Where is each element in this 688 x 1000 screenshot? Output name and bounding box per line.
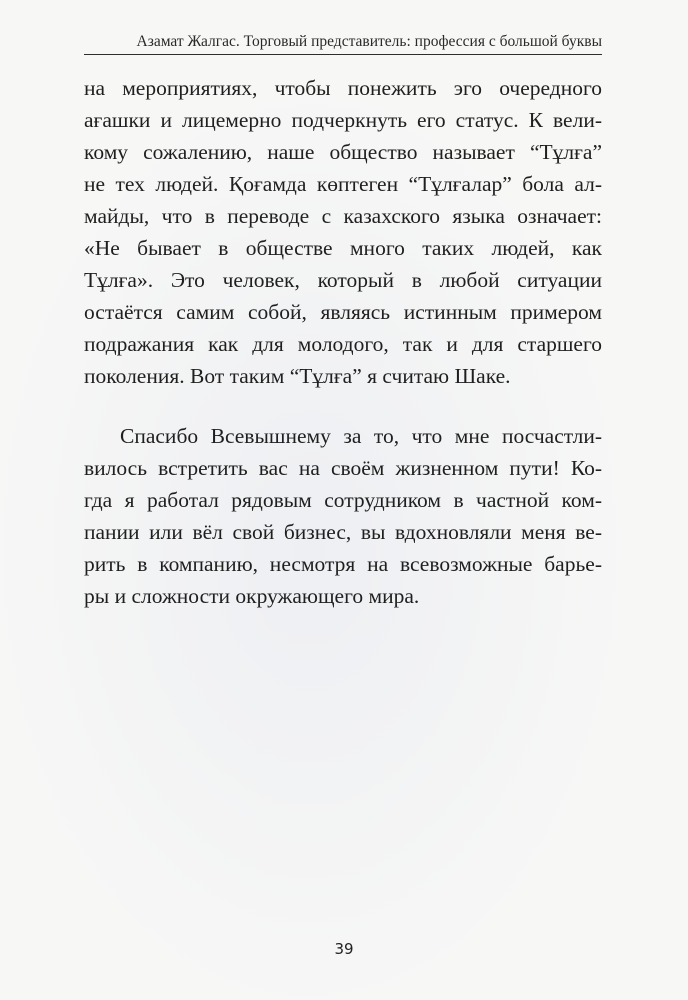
text-line: ағашки и лицемерно подчеркнуть его статус. К вели- xyxy=(84,108,602,132)
text-line: пании или вёл свой бизнес, вы вдохновляли меня ве- xyxy=(84,520,602,544)
text-line: вилось встретить вас на своём жизненном пути! Ко- xyxy=(84,456,602,480)
text-line: поколения. Вот таким “Тұлға” я считаю Шаке. xyxy=(84,364,511,388)
text-line: «Не бывает в обществе много таких людей, как xyxy=(84,236,602,260)
running-header: Азамат Жалгас. Торговый представитель: профессия с большой буквы xyxy=(84,32,602,55)
paragraph-2 xyxy=(84,420,602,612)
paragraph-spacer xyxy=(84,392,602,420)
text-line: рить в компанию, несмотря на всевозможные барье- xyxy=(84,552,602,576)
text-line: подражания как для молодого, так и для старшего xyxy=(84,332,602,356)
paragraph-1 xyxy=(84,72,602,392)
text-line: остаётся самим собой, являясь истинным примером xyxy=(84,300,602,324)
text-line: на мероприятиях, чтобы понежить эго очередного xyxy=(84,76,602,100)
text-line: майды, что в переводе с казахского языка означает: xyxy=(84,204,602,228)
page-number: 39 xyxy=(334,940,354,958)
text-line: Спасибо Всевышнему за то, что мне посчастли- xyxy=(120,424,602,448)
text-line: Тұлға». Это человек, который в любой ситуации xyxy=(84,268,602,292)
text-line: ры и сложности окружающего мира. xyxy=(84,584,420,608)
text-line: не тех людей. Қоғамда көптеген “Тұлғалар” бола ал- xyxy=(84,172,602,196)
page-body xyxy=(84,72,602,612)
text-line: кому сожалению, наше общество называет “Тұлға” xyxy=(84,140,602,164)
text-line: гда я работал рядовым сотрудником в частной ком- xyxy=(84,488,602,512)
